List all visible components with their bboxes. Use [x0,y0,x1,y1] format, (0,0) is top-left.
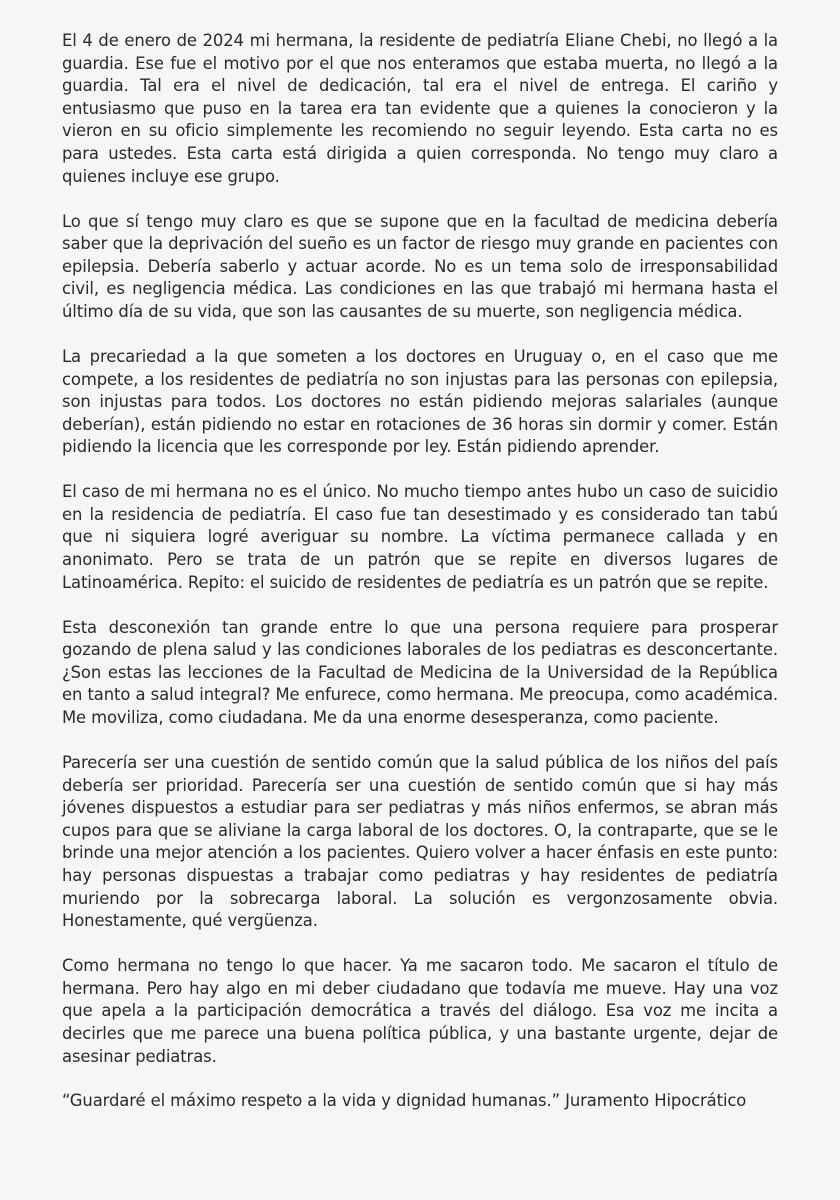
paragraph-6: Parecería ser una cuestión de sentido común que la salud pública de los niños del país debería ser prioridad. Parecería ser una cuestión de sentido común que si hay más jóvenes dispuestos a estudiar para ser pediatras y más niños enfermos, se abran más cupos para que se aliviane la carga laboral de los doctores. O, la contraparte, que se le brinde una mejor atención a los pacientes. Quiero volver a hacer énfasis en este punto: hay personas dispuestas a trabajar como pediatras y hay residentes de pediatría muriendo por la sobrecarga laboral. La solución es vergonzosamente obvia. Honestamente, qué vergüenza. [62,752,778,931]
letter-body [62,30,778,1113]
closing-quote: “Guardaré el máximo respeto a la vida y dignidad humanas.” Juramento Hipocrático [62,1091,747,1111]
paragraph-2: Lo que sí tengo muy claro es que se supone que en la facultad de medicina debería saber que la deprivación del sueño es un factor de riesgo muy grande en pacientes con epilepsia. Debería saberlo y actuar acorde. No es un tema solo de irresponsabilidad civil, es negligencia médica. Las condiciones en las que trabajó mi hermana hasta el último día de su vida, que son las causantes de su muerte, son negligencia médica. [62,211,778,321]
paragraph-5: Esta desconexión tan grande entre lo que una persona requiere para prosperar gozando de plena salud y las condiciones laborales de los pediatras es desconcertante. ¿Son estas las lecciones de la Facultad de Medicina de la Universidad de la República en tanto a salud integral? Me enfurece, como hermana. Me preocupa, como académica. Me moviliza, como ciudadana. Me da una enorme desesperanza, como paciente. [62,617,778,727]
paragraph-4: El caso de mi hermana no es el único. No mucho tiempo antes hubo un caso de suicidio en la residencia de pediatría. El caso fue tan desestimado y es considerado tan tabú que ni siquiera logré averiguar su nombre. La víctima permanece callada y en anonimato. Pero se trata de un patrón que se repite en diversos lugares de Latinoamérica. Repito: el suicido de residentes de pediatría es un patrón que se repite. [62,482,778,592]
paragraph-1: El 4 de enero de 2024 mi hermana, la residente de pediatría Eliane Chebi, no llegó a la guardia. Ese fue el motivo por el que nos enteramos que estaba muerta, no llegó a la guardia. Tal era el nivel de dedicación, tal era el nivel de entrega. El cariño y entusiasmo que puso en la tarea era tan evidente que a quienes la conocieron y la vieron en su oficio simplemente les recomiendo no seguir leyendo. Esta carta no es para ustedes. Esta carta está dirigida a quien corresponda. No tengo muy claro a quienes incluye ese grupo. [62,31,778,186]
paragraph-7: Como hermana no tengo lo que hacer. Ya me sacaron todo. Me sacaron el título de hermana. Pero hay algo en mi deber ciudadano que todavía me mueve. Hay una voz que apela a la participación democrática a través del diálogo. Esa voz me incita a decirles que me parece una buena política pública, y una bastante urgente, dejar de asesinar pediatras. [62,956,778,1066]
paragraph-3: La precariedad a la que someten a los doctores en Uruguay o, en el caso que me compete, a los residentes de pediatría no son injustas para las personas con epilepsia, son injustas para todos. Los doctores no están pidiendo mejoras salariales (aunque deberían), están pidiendo no estar en rotaciones de 36 horas sin dormir y comer. Están pidiendo la licencia que les corresponde por ley. Están pidiendo aprender. [62,346,778,457]
